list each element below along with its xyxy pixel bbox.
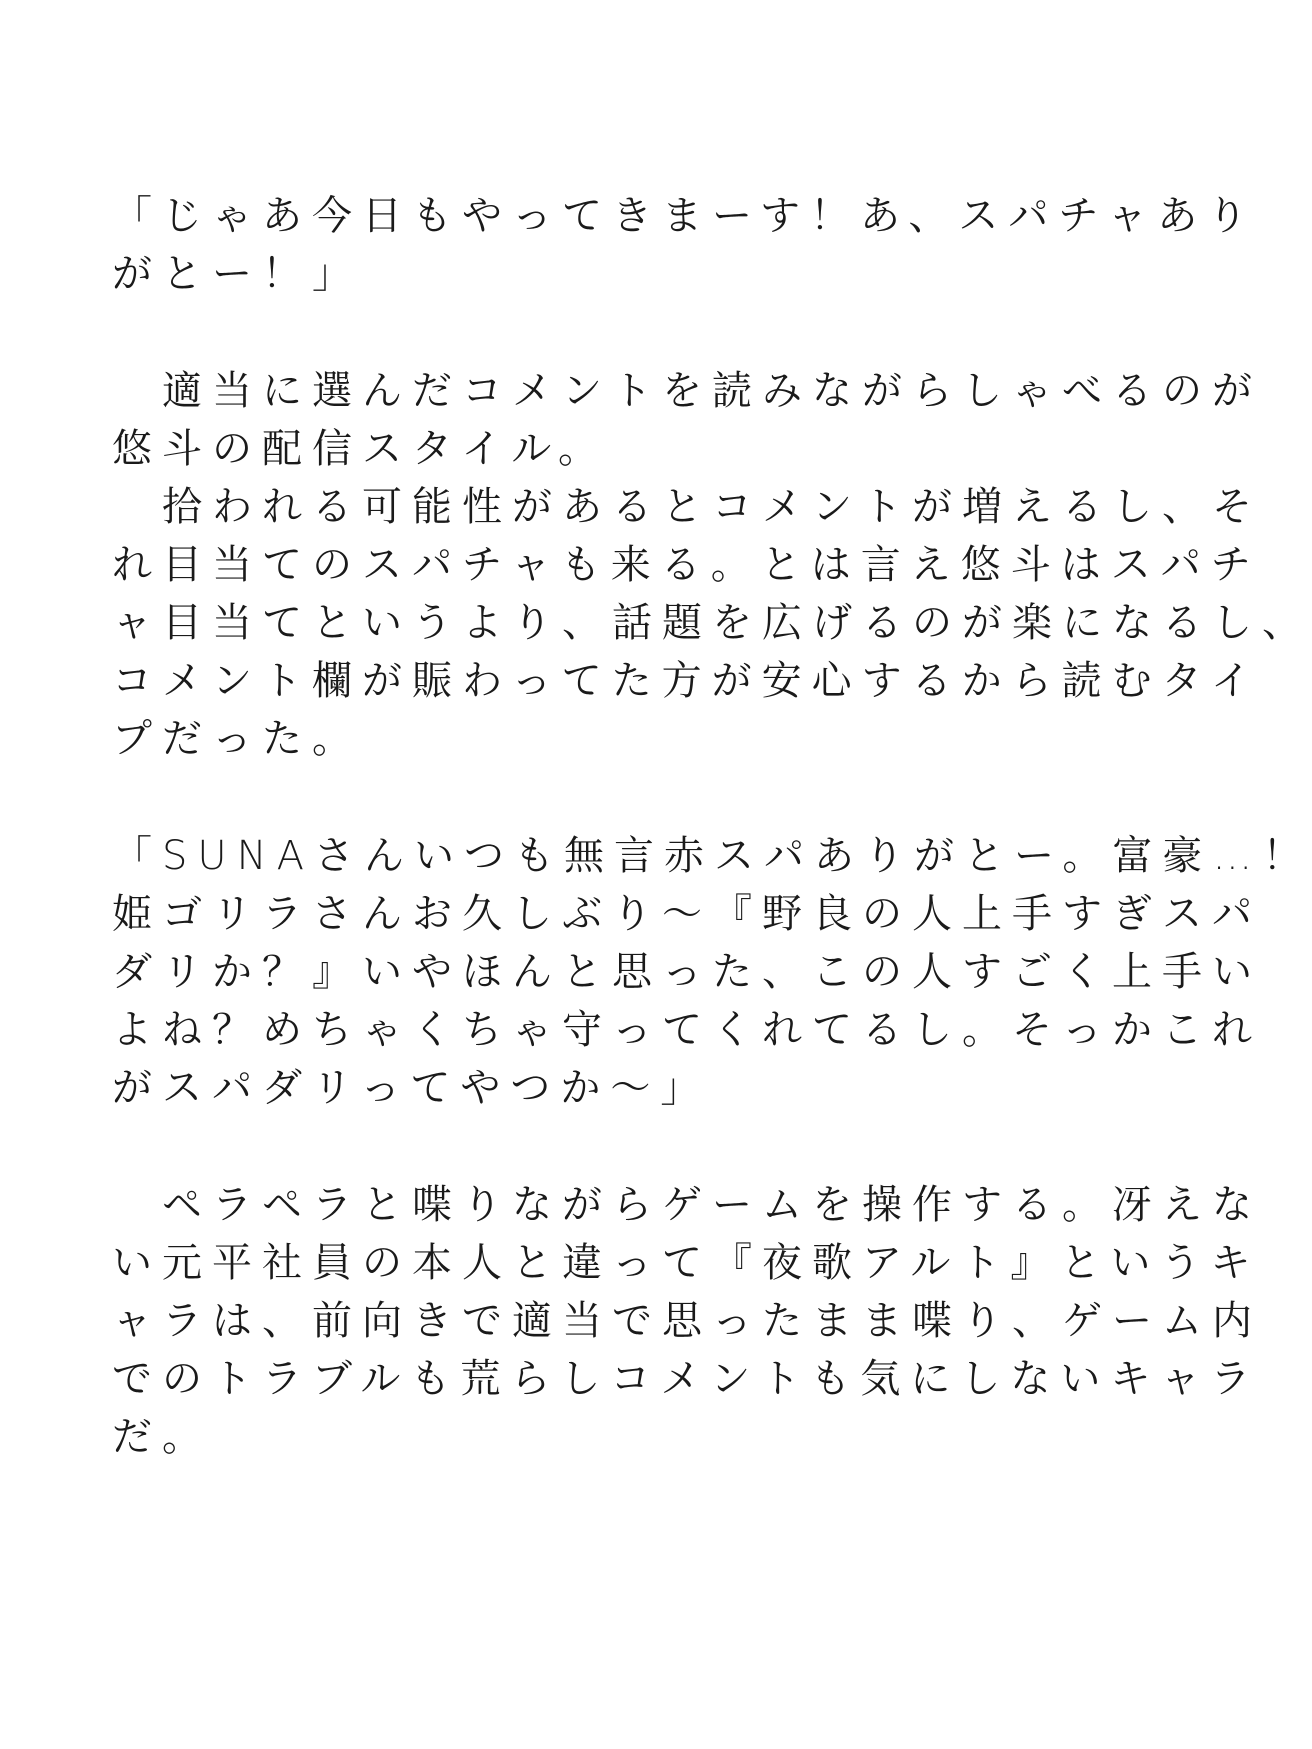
text-line: だ。: [112, 1414, 212, 1460]
text-line: 「SUNAさんいつも無言赤スパありがとー。富豪…！: [112, 833, 1312, 879]
text-line: 拾われる可能性があるとコメントが増えるし、そ: [112, 484, 1262, 530]
text-line: コメント欄が賑わってた方が安心するから読むタイ: [112, 658, 1261, 704]
text-line: 姫ゴリラさんお久しぶり～『野良の人上手すぎスパ: [112, 891, 1262, 937]
text-line: れ目当てのスパチャも来る。とは言え悠斗はスパチ: [112, 542, 1261, 588]
text-line: 適当に選んだコメントを読みながらしゃべるのが: [112, 368, 1262, 414]
text-line: ダリか？』いやほんと思った、この人すごく上手い: [112, 949, 1262, 995]
text-line: がとー！」: [112, 251, 362, 297]
text-line: 悠斗の配信スタイル。: [112, 426, 608, 472]
text-line: い元平社員の本人と違って『夜歌アルト』というキ: [112, 1240, 1261, 1286]
text-line: プだった。: [112, 716, 362, 762]
text-line: ャラは、前向きで適当で思ったまま喋り、ゲーム内: [112, 1298, 1262, 1344]
text-line: 「じゃあ今日もやってきまーす！あ、スパチャあり: [112, 193, 1258, 239]
text-line: でのトラブルも荒らしコメントも気にしないキャラ: [112, 1356, 1261, 1402]
text-line: ペラペラと喋りながらゲームを操作する。冴えな: [112, 1182, 1262, 1228]
text-line: よね？めちゃくちゃ守ってくれてるし。そっかこれ: [112, 1007, 1262, 1053]
text-line: がスパダリってやつか～」: [112, 1065, 711, 1111]
text-line: ャ目当てというより、話題を広げるのが楽になるし、: [112, 600, 1312, 646]
